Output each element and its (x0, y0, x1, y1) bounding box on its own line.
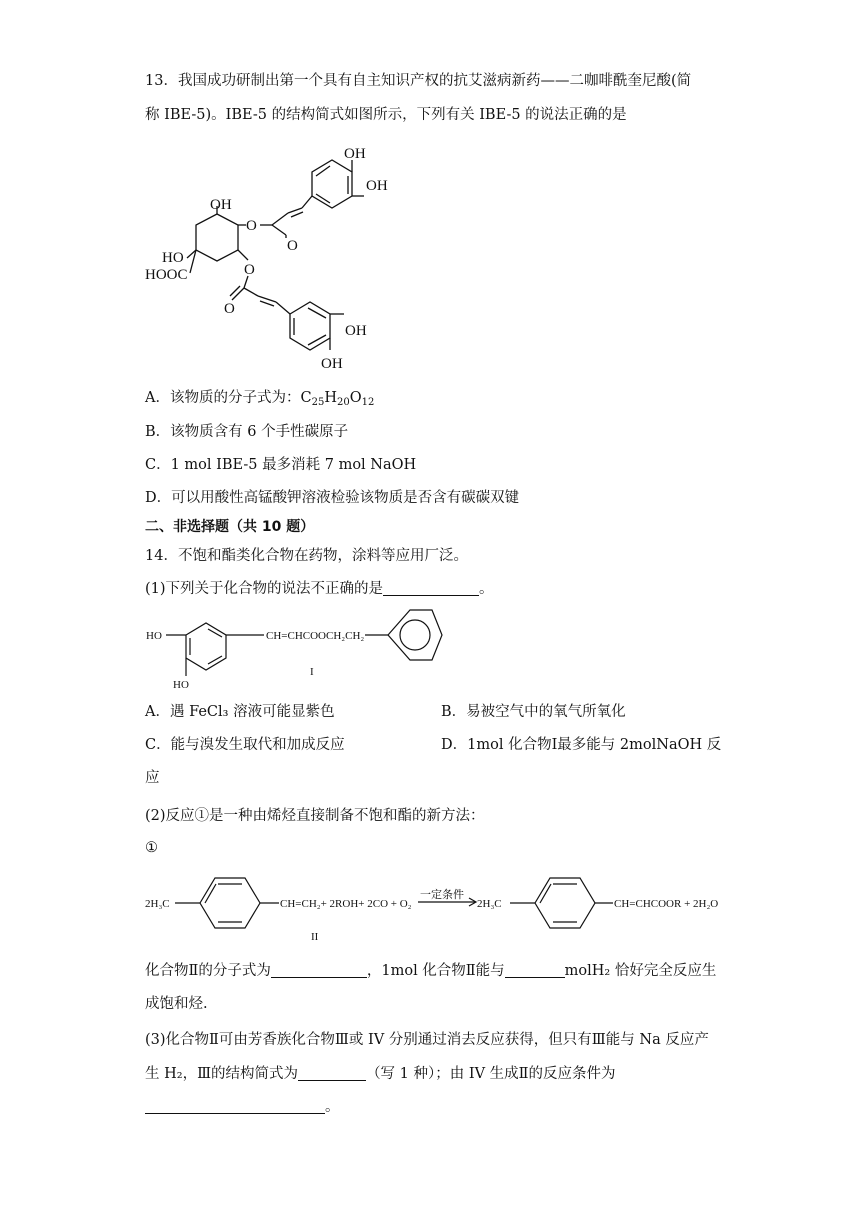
q14-option-a: A．遇 FeCl₃ 溶液可能显紫色 (145, 704, 335, 720)
q14-part2-cont: 成饱和烃. (145, 996, 208, 1012)
q14-option-c: C．能与溴发生取代和加成反应 (145, 737, 345, 753)
q14-part3-line2: 生 H₂，Ⅲ的结构简式为 （写 1 种）；由 IV 生成Ⅱ的反应条件为 (145, 1066, 616, 1082)
q14-part3-line3: 。 (145, 1097, 340, 1117)
answer-blank[interactable] (271, 962, 367, 978)
q13-stem-line1: 13．我国成功研制出第一个具有自主知识产权的抗艾滋病新药——二咖啡酰奎尼酸(简 (145, 73, 692, 89)
q13-option-c: C．1 mol IBE-5 最多消耗 7 mol NaOH (145, 457, 417, 473)
oh-label: OH (210, 197, 232, 213)
reaction-condition: 一定条件 (420, 889, 464, 901)
q14-option-b: B．易被空气中的氧气所氧化 (441, 704, 626, 720)
q14-option-d: D．1mol 化合物Ⅰ最多能与 2molNaOH 反 (441, 737, 722, 753)
product-prefix: 2H₃C (477, 898, 502, 910)
q14-part2-question: 化合物Ⅱ的分子式为 ，1mol 化合物Ⅱ能与 molH₂ 恰好完全反应生 (145, 963, 717, 979)
q14-part2: (2)反应①是一种由烯烃直接制备不饱和酯的新方法： (145, 808, 485, 824)
reaction-label: ① (145, 840, 158, 856)
compound-i-structure (140, 600, 460, 690)
hooc-label: HOOC (145, 267, 188, 283)
compound-label: I (310, 666, 314, 678)
ho-label: HO (146, 630, 162, 642)
q13-option-d: D．可以用酸性高锰酸钾溶液检验该物质是否含有碳碳双键 (145, 490, 520, 506)
oh-label: OH (344, 146, 366, 162)
o-label: O (244, 262, 255, 278)
q13-option-a: A．该物质的分子式为：$C_{25}H_{20}O_{12}$ (145, 390, 375, 408)
oh-label: OH (345, 323, 367, 339)
ho-label: HO (173, 679, 189, 690)
answer-blank[interactable] (383, 580, 479, 596)
q13-stem-line2: 称 IBE-5)。IBE-5 的结构简式如图所示，下列有关 IBE-5 的说法正确的是 (145, 107, 627, 123)
o-label: O (287, 238, 298, 254)
q14-part3-line1: (3)化合物Ⅱ可由芳香族化合物Ⅲ或 IV 分别通过消去反应获得，但只有Ⅲ能与 Na 反应产 (145, 1032, 709, 1048)
reaction-scheme (145, 870, 725, 940)
q13-option-b: B．该物质含有 6 个手性碳原子 (145, 424, 349, 440)
q14-option-d-cont: 应 (145, 770, 160, 786)
compound-ii-label: II (311, 931, 319, 940)
o-label: O (246, 218, 257, 234)
ho-label: HO (162, 250, 184, 266)
product-suffix: CH=CHCOOR + 2H₂O (614, 898, 719, 910)
answer-blank[interactable] (505, 962, 565, 978)
ibe5-structure (140, 138, 400, 378)
q14-part1: (1)下列关于化合物的说法不正确的是 。 (145, 581, 494, 597)
oh-label: OH (321, 356, 343, 372)
chain-label: CH=CHCOOCH₂CH₂ (266, 630, 365, 642)
q14-stem: 14．不饱和酯类化合物在药物，涂料等应用厂泛。 (145, 548, 468, 564)
oh-label: OH (366, 178, 388, 194)
answer-blank[interactable] (145, 1098, 325, 1114)
answer-blank[interactable] (298, 1065, 366, 1081)
reactant-suffix: CH=CH₂+ 2ROH+ 2CO + O₂ (280, 898, 412, 910)
reactant-prefix: 2H₃C (145, 898, 170, 910)
o-label: O (224, 301, 235, 317)
section-header: 二、非选择题（共 10 题） (145, 519, 315, 535)
